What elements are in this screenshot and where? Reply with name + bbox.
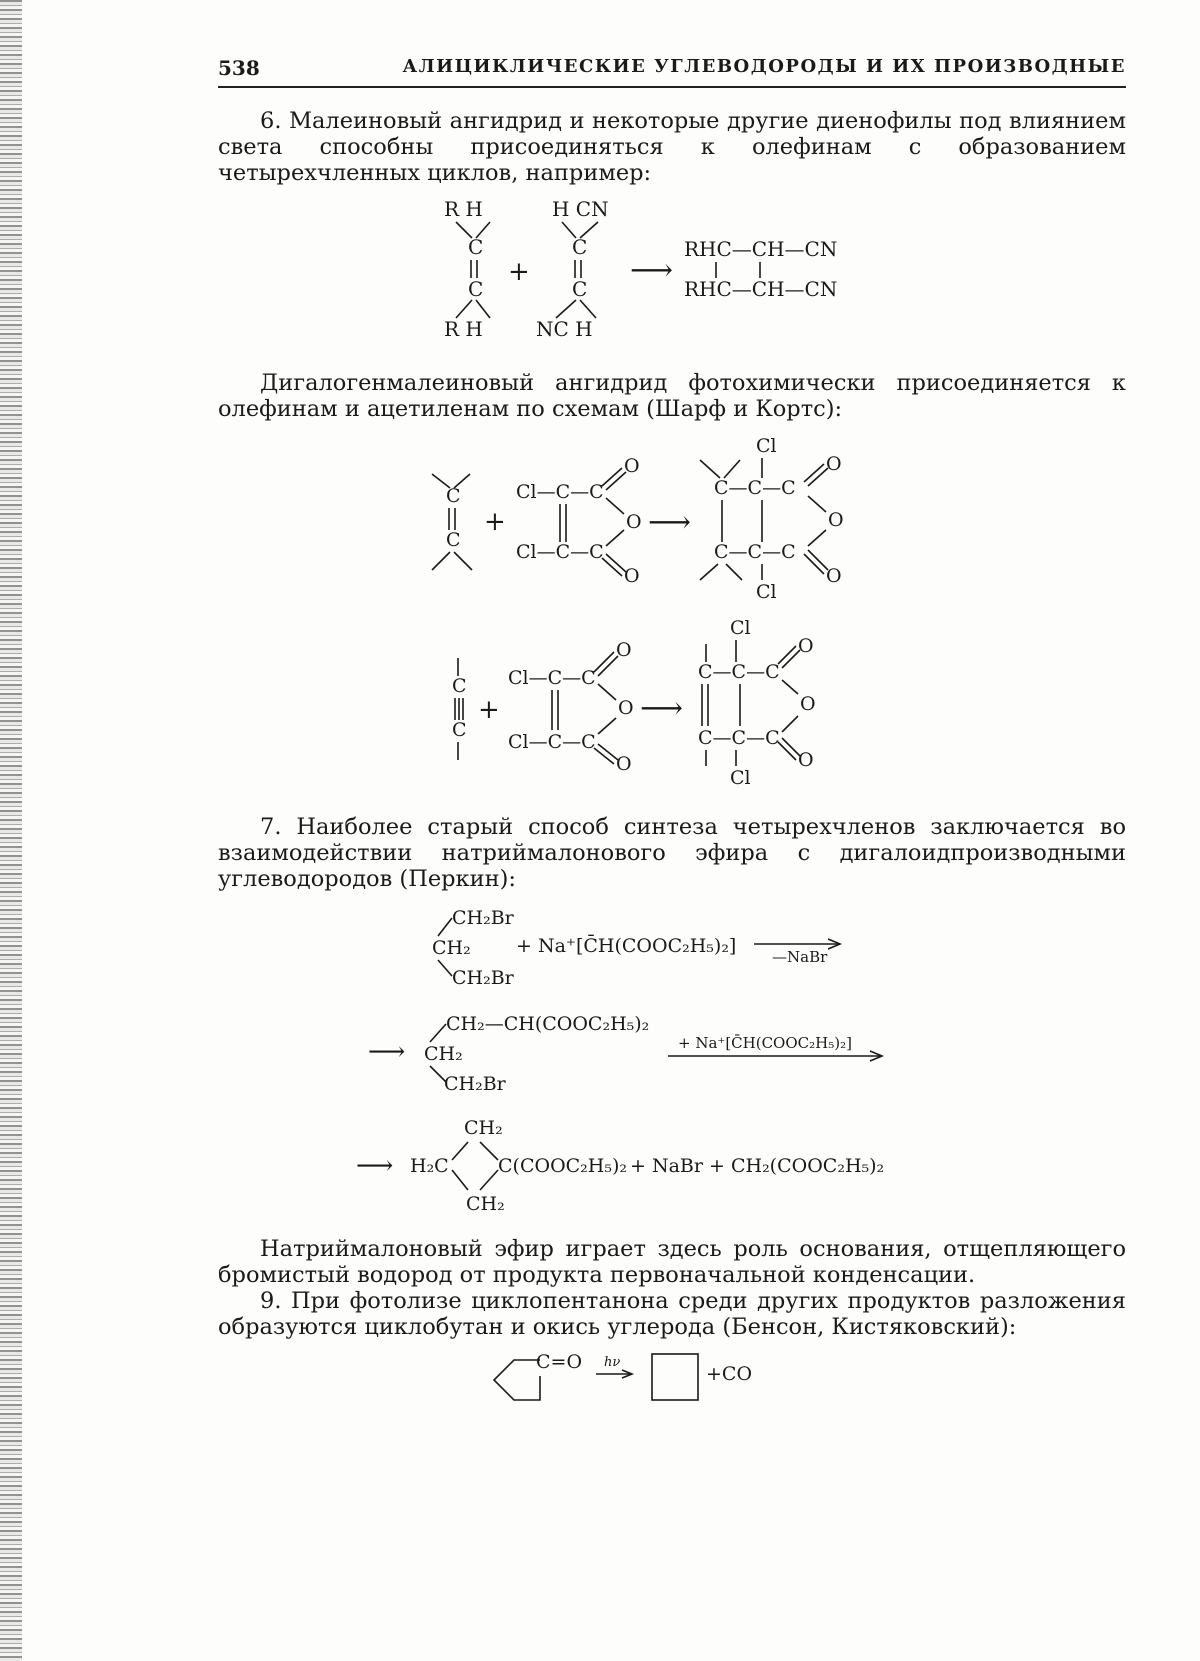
formula-perkin-step1 (430, 898, 900, 998)
paragraph-dihalomaleic: Дигалогенмалеиновый ангидрид фотохимически присоединяется к олефинам и ацетиленам по схемам (Шарф и Кортс): (218, 370, 1126, 422)
f2-cl-bot: Cl—C—C (516, 541, 604, 563)
f3-p-o-ring: O (800, 693, 816, 715)
f3-p-cl-top: Cl (730, 617, 751, 639)
perkin1-reagent: + Na⁺[C̄H(COOC₂H₅)₂] (516, 935, 737, 957)
f1-a-c1: C (468, 235, 484, 259)
f1-b-c2: C (572, 277, 588, 301)
f2-p-row1: C—C—C (714, 477, 796, 499)
perkin1-by: —NaBr (772, 948, 828, 966)
f3-cl-top: Cl—C—C (508, 667, 596, 689)
paragraph-9: 9. При фотолизе циклопентанона среди других продуктов разложения образуются циклобутан и окись углерода (Бенсон, Кистяковский): (218, 1288, 1126, 1340)
f2-arrow: ⟶ (648, 505, 692, 540)
perkin2-arrow: ⟶ (368, 1037, 406, 1067)
f2-o-ring: O (626, 511, 642, 533)
perkin3-c-ester: C(COOC₂H₅)₂ (498, 1155, 628, 1177)
f3-p-o2: O (798, 749, 814, 771)
perkin3-ch2-top: CH₂ (464, 1117, 503, 1139)
formula-perkin-step3 (356, 1112, 936, 1222)
perkin2-bot: CH₂Br (444, 1073, 506, 1095)
f1-a-c2: C (468, 277, 484, 301)
page-header (218, 52, 1126, 88)
formula-olefin-photoaddition (440, 196, 860, 346)
photolysis-hv: hν (604, 1355, 621, 1370)
paragraph-7: 7. Наиболее старый способ синтеза четырехчленов заключается во взаимодействии натриймалонового эфира с дигалоидпроизводными углеводородов (Перкин): (218, 814, 1126, 892)
f2-p-cl-bot: Cl (756, 581, 777, 603)
f3-arrow: ⟶ (640, 691, 684, 726)
perkin3-h2c: H₂C (410, 1155, 449, 1177)
page-number: 538 (218, 56, 260, 80)
f3-o2: O (616, 753, 632, 775)
f1-a-bottom: R H (444, 317, 483, 341)
f2-o: O (624, 455, 640, 477)
f3-p-cl-bot: Cl (730, 767, 751, 789)
f2-o2: O (624, 565, 640, 587)
f1-b-c1: C (572, 235, 588, 259)
perkin2-top: CH₂—CH(COOC₂H₅)₂ (446, 1013, 650, 1035)
paragraph-6: 6. Малеиновый ангидрид и некоторые другие диенофилы под влиянием света способны присоединяться к олефинам с образованием четырехчленных циклов, например: (218, 108, 1126, 186)
f3-p-o: O (798, 635, 814, 657)
paragraph-note: Натриймалоновый эфир играет здесь роль основания, отщепляющего бромистый водород от продукта первоначальной конденсации. (218, 1236, 1126, 1288)
perkin1-ch2: CH₂ (432, 937, 471, 959)
f3-o-ring: O (618, 697, 634, 719)
perkin3-arrow: ⟶ (356, 1151, 394, 1181)
f1-arrow: ⟶ (630, 253, 674, 288)
f2-c1: C (446, 485, 461, 507)
f2-cl-top: Cl—C—C (516, 481, 604, 503)
f3-p-row1: C—C—C (698, 661, 780, 683)
f3-plus: + (478, 695, 500, 725)
f2-c2: C (446, 529, 461, 551)
f3-c2: C (452, 719, 467, 741)
f3-p-row2: C—C—C (698, 727, 780, 749)
f2-p-o2: O (826, 565, 842, 587)
f1-a-top: R H (444, 197, 483, 221)
running-head: АЛИЦИКЛИЧЕСКИЕ УГЛЕВОДОРОДЫ И ИХ ПРОИЗВОДНЫЕ (402, 56, 1126, 77)
f1-b-bottom: NC H (536, 317, 593, 341)
perkin3-byproducts: + NaBr + CH₂(COOC₂H₅)₂ (630, 1155, 885, 1177)
f3-cl-bot: Cl—C—C (508, 731, 596, 753)
page-binding-edge (0, 0, 22, 1661)
photolysis-plus-co: +CO (706, 1363, 753, 1385)
f2-p-o: O (826, 453, 842, 475)
f2-p-row2: C—C—C (714, 541, 796, 563)
formula-acetylene-dichloromaleic (452, 614, 872, 794)
perkin2-mid: CH₂ (424, 1043, 463, 1065)
f3-o: O (616, 639, 632, 661)
photolysis-co-group: C=O (536, 1351, 583, 1373)
perkin1-ch2br-top: CH₂Br (452, 907, 514, 929)
f2-p-o-ring: O (828, 509, 844, 531)
f1-b-top: H CN (552, 197, 609, 221)
f1-p-row2: RHC—CH—CN (684, 277, 838, 301)
f1-p-row1: RHC—CH—CN (684, 237, 838, 261)
formula-perkin-step2 (368, 1006, 908, 1100)
f2-p-cl-top: Cl (756, 435, 777, 457)
perkin3-ch2-bot: CH₂ (466, 1193, 505, 1215)
perkin2-reagent: + Na⁺[C̄H(COOC₂H₅)₂] (678, 1034, 852, 1052)
formula-photolysis (492, 1346, 792, 1414)
f1-plus: + (508, 257, 530, 287)
formula-olefin-dichloromaleic (430, 430, 880, 610)
perkin1-ch2br-bot: CH₂Br (452, 967, 514, 989)
f3-c1: C (452, 675, 467, 697)
f2-plus: + (484, 507, 506, 537)
